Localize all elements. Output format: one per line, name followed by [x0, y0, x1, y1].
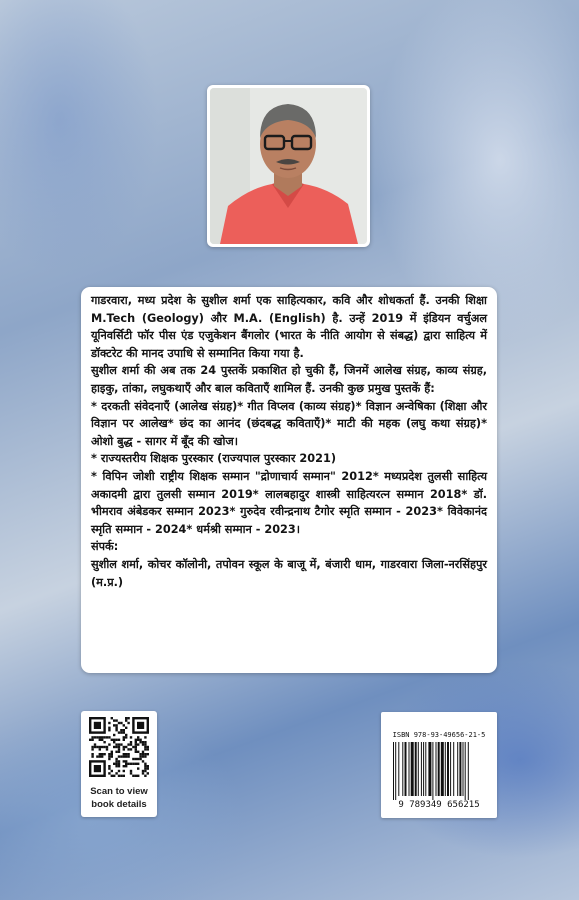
qr-caption-line2: book details: [91, 799, 147, 810]
author-bio-card: [81, 287, 497, 673]
barcode-icon: [393, 742, 485, 800]
contact-heading: संपर्क:: [91, 540, 119, 554]
qr-caption-line1: Scan to view: [90, 786, 148, 797]
isbn-barcode-card: [381, 712, 497, 818]
author-photo-frame: [207, 85, 370, 247]
author-photo: [210, 88, 367, 244]
bio-book-list: * दरकती संवेदनाएँ (आलेख संग्रह)* गीत विप्लव (काव्य संग्रह)* विज्ञान अन्वेषिका (शिक्षा और विज्ञान पर आलेख* छंद का आनंद (छंदबद्ध कविताएँ)* माटी की महक (लघु कथा संग्रह)* ओशो बुद्ध - सागर में बूँद की खोज।: [91, 399, 487, 448]
qr-caption: [81, 785, 157, 811]
bio-intro: गाडरवारा, मध्य प्रदेश के सुशील शर्मा एक साहित्यकार, कवि और शोधकर्ता हैं. उनकी शिक्षा M.Tech (Geology) और M.A. (English) है. उन्हें 2019 में इंडियन वर्चुअल यूनिवर्सिटी फॉर पीस एंड एजुकेशन बैंगलोर (भारत के नीति आयोग से संबद्ध) द्वारा साहित्य में डॉक्टरेट की मानद उपाधि से सम्मानित किया गया है.: [91, 294, 487, 360]
isbn-digits: 9 789349 656215: [398, 800, 480, 810]
qr-code-icon[interactable]: [89, 717, 149, 777]
bio-books: सुशील शर्मा की अब तक 24 पुस्तकें प्रकाशित हो चुकी हैं, जिनमें आलेख संग्रह, काव्य संग्रह, हाइकु, तांका, लघुकथाएँ और बाल कविताएँ शामिल हैं. उनकी कुछ प्रमुख पुस्तकें हैं:: [91, 364, 487, 395]
bio-honours: * विपिन जोशी राष्ट्रीय शिक्षक सम्मान "द्रोणाचार्य सम्मान" 2012* मध्यप्रदेश तुलसी साहित्य अकादमी द्वारा तुलसी सम्मान 2019* लालबहादुर शास्त्री साहित्यरत्न सम्मान 2018* डॉ. भीमराव अंबेडकर सम्मान 2023* गुरुदेव रवीन्द्रनाथ टैगोर स्मृति सम्मान - 2023* विवेकानंद स्मृति सम्मान - 2024* धर्मश्री सम्मान - 2023।: [91, 469, 487, 536]
qr-code-card[interactable]: [81, 711, 157, 817]
isbn-label: ISBN 978-93-49656-21-5: [392, 731, 486, 739]
bio-state-award: * राज्यस्तरीय शिक्षक पुरस्कार (राज्यपाल पुरस्कार 2021): [91, 452, 337, 466]
contact-address: सुशील शर्मा, कोचर कॉलोनी, तपोवन स्कूल के बाजू में, बंजारी धाम, गाडरवारा जिला-नरसिंहपुर (म.प्र.): [91, 557, 487, 589]
